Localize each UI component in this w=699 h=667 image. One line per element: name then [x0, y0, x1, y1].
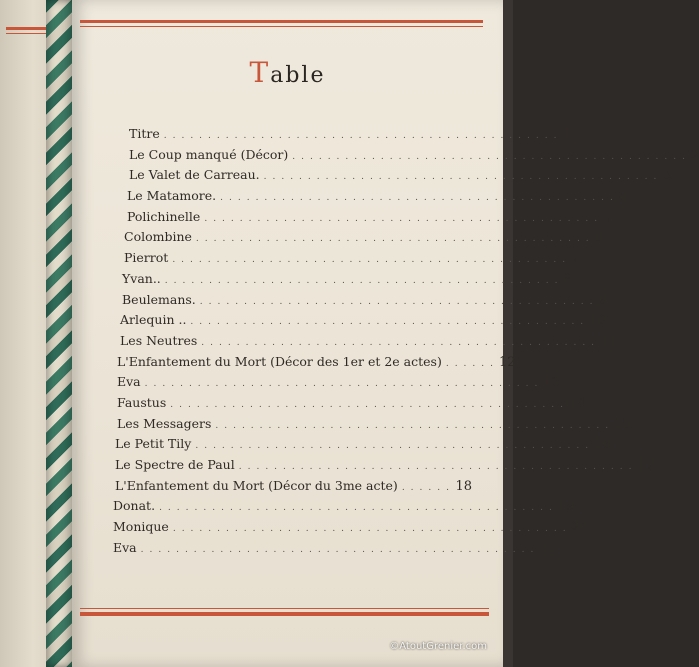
toc-entry-page: 9 — [598, 292, 607, 308]
dot-leader: ............................................. — [292, 151, 691, 162]
top-double-rule-thin — [80, 26, 483, 27]
toc-entry-page: 2 — [691, 147, 699, 163]
toc-entry-label: Le Petit Tily — [115, 436, 192, 452]
toc-entry-label: Le Matamore. — [127, 188, 217, 204]
toc-entry-page: 6 — [594, 230, 603, 246]
toc-row — [112, 250, 580, 271]
toc-row — [112, 208, 612, 230]
toc-entry-page: 20 — [571, 520, 589, 536]
toc-entry-label: Faustus — [117, 394, 167, 410]
toc-entry-page: 14 — [568, 395, 586, 411]
dot-leader: ...... — [401, 482, 455, 493]
dot-leader: ............................................. — [172, 255, 572, 266]
dot-leader: ............................................. — [144, 379, 544, 390]
toc-entry-page: 18 — [455, 478, 472, 494]
dot-leader: ............................................. — [204, 213, 604, 224]
dot-leader: ............................................. — [263, 172, 663, 183]
toc-entry-label: Pierrot — [124, 250, 169, 266]
toc-entry-label: Arlequin .. — [120, 312, 187, 328]
toc-row — [112, 229, 603, 250]
book-page — [72, 0, 699, 667]
bottom-double-rule-thin — [80, 608, 489, 609]
title-initial: T — [249, 56, 271, 89]
dot-leader: ............................................. — [238, 462, 638, 472]
toc-row — [112, 167, 671, 188]
page-title — [72, 56, 503, 89]
dot-leader: ............................................. — [140, 544, 540, 555]
toc-row — [112, 188, 628, 209]
bottom-double-rule — [80, 612, 489, 616]
toc-entry-page: 19 — [557, 499, 575, 515]
toc-entry-page: 16 — [594, 437, 611, 453]
toc-entry-page: 5 — [603, 209, 612, 225]
toc-row — [112, 415, 631, 437]
toc-row — [112, 374, 560, 395]
toc-entry-page: 8 — [563, 271, 572, 287]
toc-entry-label: Les Neutres — [120, 332, 198, 348]
toc-entry-page: 1 — [562, 127, 571, 142]
toc-entry-label: Monique — [113, 519, 169, 535]
toc-row — [112, 312, 606, 333]
toc-entry-label: Les Messagers — [117, 415, 212, 431]
toc-entry-label: Donat. — [113, 498, 156, 514]
toc-row — [112, 539, 556, 561]
title-rest: able — [270, 63, 326, 88]
toc-row — [112, 436, 611, 457]
dot-leader: ...... — [445, 358, 499, 369]
toc-row — [112, 519, 589, 540]
dot-leader: ............................................. — [199, 296, 599, 307]
toc-row — [112, 291, 607, 313]
toc-entry-label: Le Spectre de Paul — [115, 457, 235, 472]
dot-leader: ............................................. — [220, 193, 619, 204]
dot-leader: ............................................. — [215, 420, 615, 431]
toc-row — [112, 353, 516, 375]
toc-entry-page: 11 — [600, 333, 617, 349]
toc-row — [112, 126, 571, 147]
toc-entry-label: L'Enfantement du Mort (Décor du 3me acte) — [115, 477, 398, 493]
toc-entry-label: Le Coup manqué (Décor) — [129, 146, 289, 162]
dot-leader: ............................................. — [164, 275, 564, 286]
table-of-contents — [112, 126, 699, 560]
dot-leader: ............................................. — [163, 131, 563, 141]
toc-entry-label: Polichinelle — [127, 208, 201, 224]
toc-entry-page: 3 — [662, 168, 671, 184]
toc-row — [112, 478, 472, 499]
toc-row — [112, 332, 617, 354]
toc-entry-page: 7 — [571, 251, 580, 267]
toc-row — [112, 457, 655, 478]
toc-entry-label: Le Valet de Carreau. — [129, 167, 260, 183]
dot-leader: ............................................. — [159, 503, 558, 514]
toc-row — [112, 146, 699, 168]
dot-leader: ............................................. — [170, 399, 569, 410]
toc-entry-page: 13 — [543, 375, 560, 391]
dot-leader: ............................................. — [201, 337, 601, 348]
dot-leader: ............................................. — [172, 524, 572, 535]
toc-entry-page: 4 — [618, 189, 628, 205]
toc-row — [112, 394, 586, 416]
toc-entry-label: Eva — [117, 374, 141, 390]
toc-entry-page: 12 — [499, 354, 516, 370]
toc-entry-page: 21 — [539, 540, 556, 556]
toc-entry-page: 10 — [589, 313, 606, 329]
toc-entry-label: Beulemans. — [122, 291, 196, 307]
dot-leader: ............................................. — [195, 234, 595, 245]
toc-entry-label: Colombine — [124, 229, 192, 245]
watermark-text: ©AtoutGrenier.com — [389, 641, 487, 652]
toc-entry-label: L'Enfantement du Mort (Décor des 1er et 2e actes) — [117, 353, 442, 369]
top-double-rule — [80, 20, 483, 23]
dot-leader: ............................................. — [195, 441, 595, 452]
toc-entry-label: Titre — [129, 126, 160, 141]
toc-entry-label: Eva — [113, 539, 137, 555]
toc-row — [112, 498, 575, 519]
toc-entry-page: 15 — [614, 416, 631, 432]
toc-entry-page: 17 — [637, 458, 655, 473]
dot-leader: ............................................. — [190, 317, 590, 328]
toc-entry-label: Yvan.. — [122, 270, 161, 286]
toc-row — [112, 270, 572, 292]
